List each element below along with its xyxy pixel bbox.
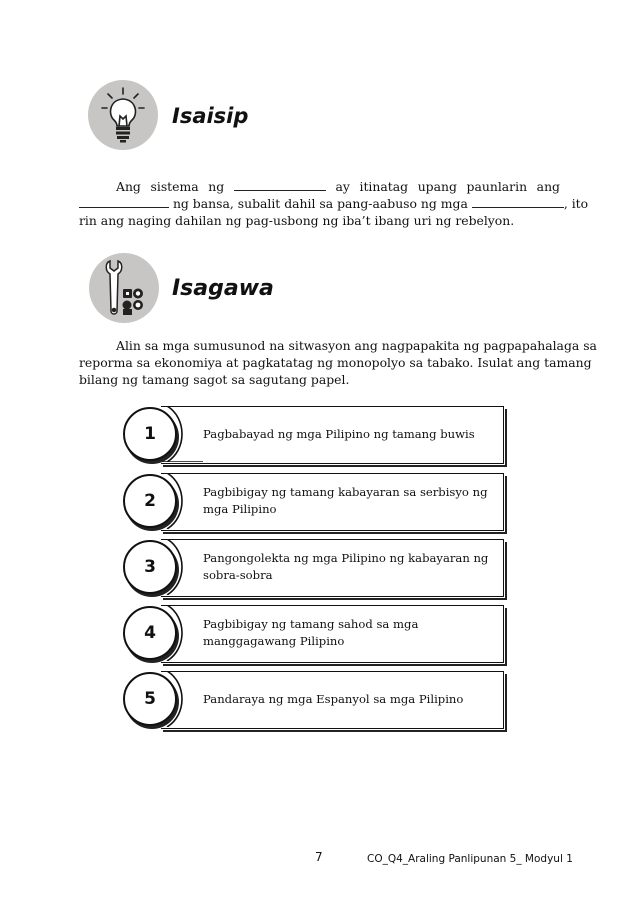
item-text: Pagbibigay ng tamang kabayaran sa serbisyo ng mga Pilipino — [203, 485, 488, 516]
choice-item — [123, 605, 505, 665]
instruction-line: bilang ng tamang sagot sa sagutang papel. — [79, 372, 350, 387]
wrench-tools-icon — [101, 259, 147, 317]
isaisip-text: ay itinatag upang paunlarin ang — [335, 179, 560, 194]
isagawa-instructions — [79, 337, 597, 388]
fill-in-blank[interactable] — [234, 179, 326, 191]
item-text: Pagbibigay ng tamang sahod sa mga manggagawang Pilipino — [203, 617, 419, 648]
item-text: Pangongolekta ng mga Pilipino ng kabayaran ng sobra-sobra — [203, 551, 489, 582]
page-number: 7 — [315, 850, 323, 864]
isagawa-badge — [89, 253, 159, 323]
item-number: 5 — [123, 672, 177, 726]
item-number: 1 — [123, 407, 177, 461]
isaisip-badge — [88, 80, 158, 150]
isaisip-text: rin ang naging dahilan ng pag-usbong ng iba’t ibang uri ng rebelyon. — [79, 213, 515, 228]
isaisip-paragraph — [79, 178, 589, 229]
item-text: Pagbabayad ng mga Pilipino ng tamang buwis — [203, 426, 475, 441]
isaisip-text: , ito — [563, 196, 589, 211]
item-number: 4 — [123, 606, 177, 660]
fill-in-blank[interactable] — [79, 196, 169, 208]
instruction-line: Alin sa mga sumusunod na sitwasyon ang nagpapakita ng pagpapahalaga sa — [116, 338, 597, 353]
isaisip-text: Ang sistema ng — [116, 179, 225, 194]
lightbulb-icon — [100, 86, 146, 144]
choice-item — [123, 406, 505, 466]
item-number: 3 — [123, 540, 177, 594]
isaisip-heading: Isaisip — [172, 104, 249, 128]
module-label: CO_Q4_Araling Panlipunan 5_ Modyul 1 — [367, 853, 573, 865]
item-text: Pandaraya ng mga Espanyol sa mga Pilipino — [203, 691, 464, 706]
choice-item — [123, 473, 505, 533]
choice-item — [123, 539, 505, 599]
instruction-line: reporma sa ekonomiya at pagkatatag ng monopolyo sa tabako. Isulat ang tamang — [79, 355, 592, 370]
fill-in-blank[interactable] — [472, 196, 564, 208]
item-number: 2 — [123, 474, 177, 528]
choice-item — [123, 671, 505, 731]
isaisip-text: ng bansa, subalit dahil sa pang-aabuso ng mga — [172, 196, 468, 211]
isagawa-heading: Isagawa — [172, 276, 274, 301]
